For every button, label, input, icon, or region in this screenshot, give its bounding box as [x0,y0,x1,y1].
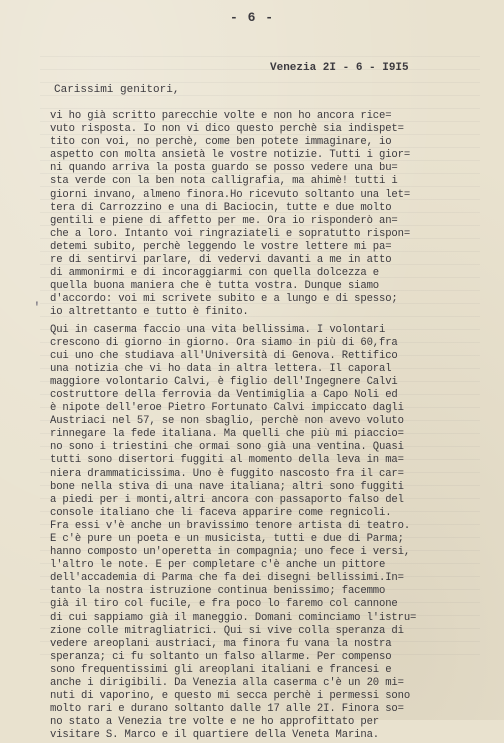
letter-body [50,110,496,743]
text-line: dell'accademia di Parma che fa dei disegni bellissimi.In= [50,572,404,585]
text-line: giorni invano, almeno finora.Ho ricevuto soltanto una let= [50,188,411,201]
text-line: Fra essi v'è anche un bravissimo tenore artista di teatro. [50,519,411,532]
text-line: ni quando arriva la posta guardo se posso vedere una bu= [50,162,398,175]
text-line: cui uno che studiava all'Università di Genova. Rettifico [50,349,398,362]
text-line: tanto la nostra istruzione continua benissimo; facemmo [50,585,386,598]
text-line: E c'è pure un poeta e un musicista, tutti e due di Parma; [50,533,404,545]
text-line: molto rari e durano soltanto dalle 17 alle 2I. Finora so= [50,703,404,716]
text-line: quella buona maniera che è tutta vostra. Dunque siamo [50,280,379,293]
text-line: sono frequentissimi gli areoplani italiani e francesi e [50,663,392,676]
text-line: tito con voi, no perchè, come ben potete immaginare, io [50,136,392,149]
text-line: anche i dirigibili. Da Venezia alla caserma c'è un 20 mi= [50,677,404,690]
dateline: Venezia 2I - 6 - I9I5 [270,62,409,74]
text-line: che a loro. Intanto voi ringraziateli e sopratutto rispon= [50,227,411,240]
text-line: zione colle mitragliatrici. Qui si vive colla speranza di [50,624,404,637]
text-line: tutti sono disertori fuggiti al momento della leva in ma= [50,454,404,467]
text-line: re di sentirvi parlare, di vedervi davanti a me in atto [50,254,392,267]
text-line: costruttore della ferrovia da Ventimiglia a Capo Noli ed [50,388,398,401]
margin-mark: ' [33,300,41,315]
text-line: una notizia che vi ho data in altra lettera. Il caporal [50,362,392,375]
paragraph-1 [50,110,496,320]
text-line: Austriaci nel 57, se non sbaglio, perchè non avevo voluto [50,415,404,428]
paragraph-2 [50,324,496,743]
text-line: detemi subito, perchè leggendo le vostre lettere mi pa= [50,240,392,253]
text-line: no stato a Venezia tre volte e ne ho approfittato per [50,716,379,729]
text-line: d'accordo: voi mi scrivete subito e a lungo e di spesso; [50,293,398,306]
text-line: sta verde con la ben nota calligrafia, ma ahimè! tutti i [50,175,398,188]
page-number: - 6 - [229,10,274,25]
text-line: bone nella stiva di una nave italiana; altri sono fuggiti [50,480,404,493]
text-line: di cui sappiamo già il maneggio. Domani cominciamo l'istru= [50,611,417,624]
text-line: gentili e piene di affetto per me. Ora io risponderò an= [50,214,398,227]
text-line: vi ho già scritto parecchie volte e non ho ancora rice= [50,110,392,122]
text-line: aspetto con molta ansietà le vostre notizie. Tutti i gior= [50,149,411,162]
text-line: visitare S. Marco e il quartiere della Veneta Marina. [50,729,379,742]
text-line: maggiore volontario Calvi, è figlio dell'Ingegnere Calvi [50,375,398,388]
text-line: io altrettanto e tutto è finito. [50,306,249,319]
text-line: tera di Carrozzino e una di Baciocin, tutte e due molto [50,201,392,214]
text-line: Qui in caserma faccio una vita bellissima. I volontari [50,323,386,336]
text-line: già il tiro col fucile, e fra poco lo faremo col cannone [50,598,398,611]
text-line: hanno composto un'operetta in compagnia; uno fece i versi, [50,546,411,559]
text-line: console italiano che li faceva apparire come regnicoli. [50,506,392,519]
text-line: è nipote dell'eroe Pietro Fortunato Calvi impiccato dagli [50,402,404,415]
text-line: vuto risposta. Io non vi dico questo perchè sia indispet= [50,123,404,136]
text-line: di ammonirmi e di incoraggiarmi con quella dolcezza e [50,267,379,280]
salutation: Carissimi genitori, [54,84,180,96]
text-line: no sono i triestini che ormai sono già una ventina. Quasi [50,441,404,454]
text-line: a piedi per i monti,altri ancora con passaporto falso del [50,493,404,506]
text-line: vedere areoplani austriaci, ma finora fu vana la nostra [50,637,392,650]
text-line: niera drammaticissima. Uno è fuggito nascosto fra il car= [50,467,404,480]
text-line: speranza; ci fu soltanto un falso allarme. Per compenso [50,650,392,663]
text-line: l'altro le note. E per completare c'è anche un pittore [50,559,386,572]
text-line: crescono di giorno in giorno. Ora siamo in più di 60,fra [50,336,398,349]
text-line: nuti di vaporino, e questo mi secca perchè i permessi sono [50,690,411,703]
text-line: rinnegare la fede italiana. Ma quelli che più mi piaccio= [50,428,404,441]
